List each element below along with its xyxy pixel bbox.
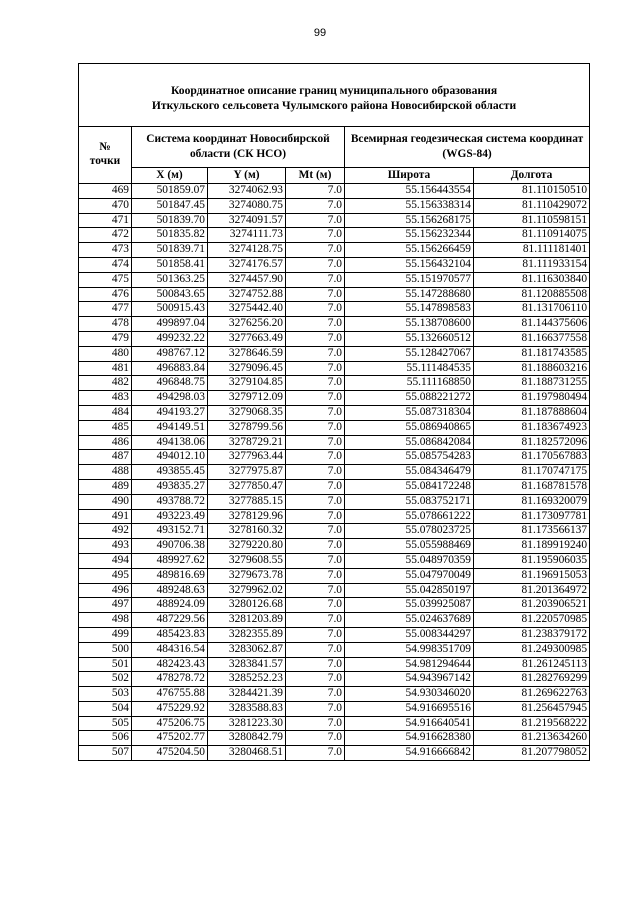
table-row (79, 376, 590, 391)
y-cell: 3281203.89 (208, 613, 286, 628)
y-cell: 3285252.23 (208, 672, 286, 687)
x-cell: 487229.56 (132, 613, 208, 628)
local-system-header: Система координат Новосибирской области (СК НСО) (132, 127, 345, 168)
longitude-cell: 81.166377558 (474, 331, 590, 346)
longitude-cell: 81.173566137 (474, 524, 590, 539)
mt-cell: 7.0 (286, 405, 345, 420)
table-body (79, 184, 590, 761)
x-cell: 493223.49 (132, 509, 208, 524)
longitude-cell: 81.238379172 (474, 627, 590, 642)
longitude-cell: 81.170747175 (474, 465, 590, 480)
table-row (79, 243, 590, 258)
table-title (79, 64, 590, 127)
longitude-cell: 81.110429072 (474, 198, 590, 213)
mt-cell: 7.0 (286, 302, 345, 317)
latitude-cell: 55.111484535 (345, 361, 474, 376)
mt-cell: 7.0 (286, 391, 345, 406)
y-cell: 3274176.57 (208, 257, 286, 272)
x-cell: 493152.71 (132, 524, 208, 539)
latitude-cell: 55.078023725 (345, 524, 474, 539)
point-number-cell: 476 (79, 287, 132, 302)
x-cell: 478278.72 (132, 672, 208, 687)
x-cell: 496848.75 (132, 376, 208, 391)
point-number-cell: 473 (79, 243, 132, 258)
longitude-cell: 81.181743585 (474, 346, 590, 361)
mt-cell: 7.0 (286, 731, 345, 746)
latitude-cell: 54.981294644 (345, 657, 474, 672)
mt-cell: 7.0 (286, 317, 345, 332)
mt-cell: 7.0 (286, 583, 345, 598)
mt-cell: 7.0 (286, 568, 345, 583)
latitude-column-header: Широта (345, 168, 474, 184)
latitude-cell: 55.078661222 (345, 509, 474, 524)
point-number-cell: 492 (79, 524, 132, 539)
longitude-cell: 81.256457945 (474, 701, 590, 716)
x-cell: 490706.38 (132, 539, 208, 554)
point-number-cell: 499 (79, 627, 132, 642)
y-cell: 3277975.87 (208, 465, 286, 480)
x-cell: 499232.22 (132, 331, 208, 346)
longitude-cell: 81.120885508 (474, 287, 590, 302)
y-cell: 3279962.02 (208, 583, 286, 598)
y-cell: 3275442.40 (208, 302, 286, 317)
latitude-cell: 55.111168850 (345, 376, 474, 391)
y-cell: 3274111.73 (208, 228, 286, 243)
mt-cell: 7.0 (286, 213, 345, 228)
y-cell: 3274752.88 (208, 287, 286, 302)
latitude-cell: 55.132660512 (345, 331, 474, 346)
latitude-cell: 55.156432104 (345, 257, 474, 272)
latitude-cell: 54.943967142 (345, 672, 474, 687)
latitude-cell: 55.039925087 (345, 598, 474, 613)
point-number-cell: 481 (79, 361, 132, 376)
table-row (79, 494, 590, 509)
longitude-cell: 81.169320079 (474, 494, 590, 509)
y-cell: 3279220.80 (208, 539, 286, 554)
x-cell: 489927.62 (132, 553, 208, 568)
mt-cell: 7.0 (286, 450, 345, 465)
point-number-cell: 505 (79, 716, 132, 731)
mt-cell: 7.0 (286, 420, 345, 435)
longitude-cell: 81.187888604 (474, 405, 590, 420)
x-cell: 489248.63 (132, 583, 208, 598)
longitude-cell: 81.282769299 (474, 672, 590, 687)
table-row (79, 642, 590, 657)
table-row (79, 701, 590, 716)
y-cell: 3277663.49 (208, 331, 286, 346)
point-number-cell: 488 (79, 465, 132, 480)
coordinates-table (78, 63, 590, 761)
latitude-cell: 54.998351709 (345, 642, 474, 657)
latitude-cell: 55.055988469 (345, 539, 474, 554)
mt-column-header: Mt (м) (286, 168, 345, 184)
longitude-cell: 81.207798052 (474, 746, 590, 761)
longitude-cell: 81.168781578 (474, 479, 590, 494)
point-number-cell: 478 (79, 317, 132, 332)
longitude-cell: 81.116303840 (474, 272, 590, 287)
mt-cell: 7.0 (286, 553, 345, 568)
point-number-cell: 495 (79, 568, 132, 583)
page-number: 99 (313, 27, 327, 39)
table-row (79, 465, 590, 480)
x-cell: 482423.43 (132, 657, 208, 672)
y-cell: 3278160.32 (208, 524, 286, 539)
mt-cell: 7.0 (286, 331, 345, 346)
mt-cell: 7.0 (286, 243, 345, 258)
point-number-header-word: точки (89, 155, 121, 167)
latitude-cell: 55.138708600 (345, 317, 474, 332)
point-number-cell: 489 (79, 479, 132, 494)
latitude-cell: 55.042850197 (345, 583, 474, 598)
mt-cell: 7.0 (286, 642, 345, 657)
point-number-cell: 487 (79, 450, 132, 465)
longitude-cell: 81.170567883 (474, 450, 590, 465)
table-row (79, 731, 590, 746)
x-cell: 476755.88 (132, 687, 208, 702)
longitude-cell: 81.249300985 (474, 642, 590, 657)
x-cell: 494138.06 (132, 435, 208, 450)
point-number-cell: 469 (79, 184, 132, 199)
longitude-cell: 81.110598151 (474, 213, 590, 228)
y-cell: 3279096.45 (208, 361, 286, 376)
table-row (79, 509, 590, 524)
table-row (79, 346, 590, 361)
point-number-cell: 480 (79, 346, 132, 361)
mt-cell: 7.0 (286, 465, 345, 480)
table-row (79, 302, 590, 317)
table-row (79, 361, 590, 376)
y-cell: 3280126.68 (208, 598, 286, 613)
point-number-cell: 503 (79, 687, 132, 702)
y-cell: 3279104.85 (208, 376, 286, 391)
longitude-cell: 81.111181401 (474, 243, 590, 258)
point-number-cell: 484 (79, 405, 132, 420)
x-cell: 494298.03 (132, 391, 208, 406)
point-number-header (79, 127, 132, 184)
x-cell: 493788.72 (132, 494, 208, 509)
y-cell: 3282355.89 (208, 627, 286, 642)
y-cell: 3277963.44 (208, 450, 286, 465)
latitude-cell: 55.024637689 (345, 613, 474, 628)
latitude-cell: 55.083752171 (345, 494, 474, 509)
x-cell: 500843.65 (132, 287, 208, 302)
longitude-cell: 81.183674923 (474, 420, 590, 435)
table-row (79, 435, 590, 450)
point-number-cell: 504 (79, 701, 132, 716)
point-number-cell: 477 (79, 302, 132, 317)
latitude-cell: 55.087318304 (345, 405, 474, 420)
mt-cell: 7.0 (286, 598, 345, 613)
x-cell: 501858.41 (132, 257, 208, 272)
table-row (79, 257, 590, 272)
table-row (79, 228, 590, 243)
latitude-cell: 54.916695516 (345, 701, 474, 716)
mt-cell: 7.0 (286, 627, 345, 642)
longitude-cell: 81.195906035 (474, 553, 590, 568)
table-row (79, 613, 590, 628)
x-column-header: X (м) (132, 168, 208, 184)
x-cell: 484316.54 (132, 642, 208, 657)
mt-cell: 7.0 (286, 509, 345, 524)
mt-cell: 7.0 (286, 361, 345, 376)
latitude-cell: 55.156266459 (345, 243, 474, 258)
point-number-cell: 496 (79, 583, 132, 598)
point-number-cell: 490 (79, 494, 132, 509)
latitude-cell: 54.916640541 (345, 716, 474, 731)
y-cell: 3278646.59 (208, 346, 286, 361)
table-row (79, 657, 590, 672)
latitude-cell: 55.151970577 (345, 272, 474, 287)
mt-cell: 7.0 (286, 346, 345, 361)
latitude-cell: 55.008344297 (345, 627, 474, 642)
y-cell: 3283588.83 (208, 701, 286, 716)
latitude-cell: 55.147898583 (345, 302, 474, 317)
latitude-cell: 55.156443554 (345, 184, 474, 199)
table-row (79, 317, 590, 332)
y-cell: 3280468.51 (208, 746, 286, 761)
y-cell: 3279068.35 (208, 405, 286, 420)
y-cell: 3278129.96 (208, 509, 286, 524)
mt-cell: 7.0 (286, 672, 345, 687)
point-number-cell: 474 (79, 257, 132, 272)
x-cell: 501839.71 (132, 243, 208, 258)
y-cell: 3281223.30 (208, 716, 286, 731)
table-row (79, 583, 590, 598)
mt-cell: 7.0 (286, 494, 345, 509)
x-cell: 475229.92 (132, 701, 208, 716)
y-cell: 3274080.75 (208, 198, 286, 213)
x-cell: 501847.45 (132, 198, 208, 213)
y-cell: 3274091.57 (208, 213, 286, 228)
mt-cell: 7.0 (286, 613, 345, 628)
point-number-cell: 506 (79, 731, 132, 746)
latitude-cell: 55.084346479 (345, 465, 474, 480)
point-number-cell: 475 (79, 272, 132, 287)
mt-cell: 7.0 (286, 746, 345, 761)
point-number-cell: 482 (79, 376, 132, 391)
longitude-cell: 81.131706110 (474, 302, 590, 317)
x-cell: 494193.27 (132, 405, 208, 420)
y-cell: 3277885.15 (208, 494, 286, 509)
point-number-header-symbol: № (99, 141, 111, 154)
x-cell: 489816.69 (132, 568, 208, 583)
mt-cell: 7.0 (286, 687, 345, 702)
longitude-cell: 81.144375606 (474, 317, 590, 332)
table-row (79, 746, 590, 761)
x-cell: 475206.75 (132, 716, 208, 731)
longitude-cell: 81.219568222 (474, 716, 590, 731)
table-row (79, 479, 590, 494)
point-number-cell: 494 (79, 553, 132, 568)
longitude-cell: 81.269622763 (474, 687, 590, 702)
table-row (79, 198, 590, 213)
table-row (79, 539, 590, 554)
mt-cell: 7.0 (286, 272, 345, 287)
longitude-cell: 81.203906521 (474, 598, 590, 613)
longitude-cell: 81.188603216 (474, 361, 590, 376)
table-row (79, 598, 590, 613)
point-number-cell: 486 (79, 435, 132, 450)
y-cell: 3279673.78 (208, 568, 286, 583)
latitude-cell: 55.156232344 (345, 228, 474, 243)
latitude-cell: 55.086940865 (345, 420, 474, 435)
table-row (79, 524, 590, 539)
table-title-line-2: Иткульского сельсовета Чулымского района Новосибирской области (151, 99, 517, 112)
latitude-cell: 55.156268175 (345, 213, 474, 228)
point-number-cell: 501 (79, 657, 132, 672)
y-cell: 3276256.20 (208, 317, 286, 332)
wgs-system-header: Всемирная геодезическая система координат (WGS-84) (345, 127, 590, 168)
table-row (79, 287, 590, 302)
latitude-cell: 55.047970049 (345, 568, 474, 583)
x-cell: 499897.04 (132, 317, 208, 332)
table-row (79, 568, 590, 583)
latitude-cell: 55.048970359 (345, 553, 474, 568)
table-row (79, 331, 590, 346)
x-cell: 488924.09 (132, 598, 208, 613)
longitude-column-header: Долгота (474, 168, 590, 184)
y-cell: 3279608.55 (208, 553, 286, 568)
x-cell: 501859.07 (132, 184, 208, 199)
table-row (79, 272, 590, 287)
y-cell: 3284421.39 (208, 687, 286, 702)
x-cell: 493835.27 (132, 479, 208, 494)
x-cell: 501839.70 (132, 213, 208, 228)
mt-cell: 7.0 (286, 287, 345, 302)
point-number-cell: 507 (79, 746, 132, 761)
point-number-cell: 500 (79, 642, 132, 657)
table-row (79, 450, 590, 465)
y-cell: 3279712.09 (208, 391, 286, 406)
latitude-cell: 55.156338314 (345, 198, 474, 213)
latitude-cell: 55.085754283 (345, 450, 474, 465)
y-cell: 3278729.21 (208, 435, 286, 450)
table-row (79, 553, 590, 568)
longitude-cell: 81.111933154 (474, 257, 590, 272)
latitude-cell: 55.128427067 (345, 346, 474, 361)
y-column-header: Y (м) (208, 168, 286, 184)
x-cell: 475204.50 (132, 746, 208, 761)
longitude-cell: 81.110150510 (474, 184, 590, 199)
longitude-cell: 81.261245113 (474, 657, 590, 672)
table-title-row (79, 64, 590, 127)
mt-cell: 7.0 (286, 376, 345, 391)
latitude-cell: 55.086842084 (345, 435, 474, 450)
table-row (79, 627, 590, 642)
mt-cell: 7.0 (286, 716, 345, 731)
longitude-cell: 81.197980494 (474, 391, 590, 406)
mt-cell: 7.0 (286, 184, 345, 199)
latitude-cell: 55.147288680 (345, 287, 474, 302)
mt-cell: 7.0 (286, 539, 345, 554)
point-number-cell: 502 (79, 672, 132, 687)
group-header-row (79, 127, 590, 168)
longitude-cell: 81.110914075 (474, 228, 590, 243)
y-cell: 3280842.79 (208, 731, 286, 746)
table-row (79, 184, 590, 199)
latitude-cell: 55.084172248 (345, 479, 474, 494)
x-cell: 493855.45 (132, 465, 208, 480)
table-title-line-1: Координатное описание границ муниципального образования (170, 84, 498, 97)
mt-cell: 7.0 (286, 701, 345, 716)
longitude-cell: 81.201364972 (474, 583, 590, 598)
point-number-cell: 498 (79, 613, 132, 628)
y-cell: 3283062.87 (208, 642, 286, 657)
mt-cell: 7.0 (286, 228, 345, 243)
x-cell: 498767.12 (132, 346, 208, 361)
x-cell: 501363.25 (132, 272, 208, 287)
table-row (79, 420, 590, 435)
point-number-cell: 470 (79, 198, 132, 213)
x-cell: 496883.84 (132, 361, 208, 376)
latitude-cell: 54.930346020 (345, 687, 474, 702)
longitude-cell: 81.189919240 (474, 539, 590, 554)
y-cell: 3277850.47 (208, 479, 286, 494)
column-header-row (79, 168, 590, 184)
x-cell: 485423.83 (132, 627, 208, 642)
mt-cell: 7.0 (286, 524, 345, 539)
x-cell: 475202.77 (132, 731, 208, 746)
table-row (79, 405, 590, 420)
longitude-cell: 81.196915053 (474, 568, 590, 583)
mt-cell: 7.0 (286, 198, 345, 213)
table-row (79, 391, 590, 406)
longitude-cell: 81.213634260 (474, 731, 590, 746)
point-number-cell: 479 (79, 331, 132, 346)
x-cell: 494012.10 (132, 450, 208, 465)
mt-cell: 7.0 (286, 257, 345, 272)
point-number-cell: 483 (79, 391, 132, 406)
point-number-cell: 472 (79, 228, 132, 243)
y-cell: 3278799.56 (208, 420, 286, 435)
longitude-cell: 81.173097781 (474, 509, 590, 524)
y-cell: 3274062.93 (208, 184, 286, 199)
latitude-cell: 54.916666842 (345, 746, 474, 761)
mt-cell: 7.0 (286, 479, 345, 494)
point-number-cell: 491 (79, 509, 132, 524)
longitude-cell: 81.188731255 (474, 376, 590, 391)
x-cell: 501835.82 (132, 228, 208, 243)
y-cell: 3274128.75 (208, 243, 286, 258)
x-cell: 500915.43 (132, 302, 208, 317)
table-row (79, 687, 590, 702)
longitude-cell: 81.220570985 (474, 613, 590, 628)
latitude-cell: 54.916628380 (345, 731, 474, 746)
latitude-cell: 55.088221272 (345, 391, 474, 406)
table-row (79, 716, 590, 731)
mt-cell: 7.0 (286, 435, 345, 450)
point-number-cell: 471 (79, 213, 132, 228)
table-row (79, 213, 590, 228)
point-number-cell: 493 (79, 539, 132, 554)
mt-cell: 7.0 (286, 657, 345, 672)
table-row (79, 672, 590, 687)
point-number-cell: 485 (79, 420, 132, 435)
y-cell: 3283841.57 (208, 657, 286, 672)
longitude-cell: 81.182572096 (474, 435, 590, 450)
x-cell: 494149.51 (132, 420, 208, 435)
point-number-cell: 497 (79, 598, 132, 613)
y-cell: 3274457.90 (208, 272, 286, 287)
